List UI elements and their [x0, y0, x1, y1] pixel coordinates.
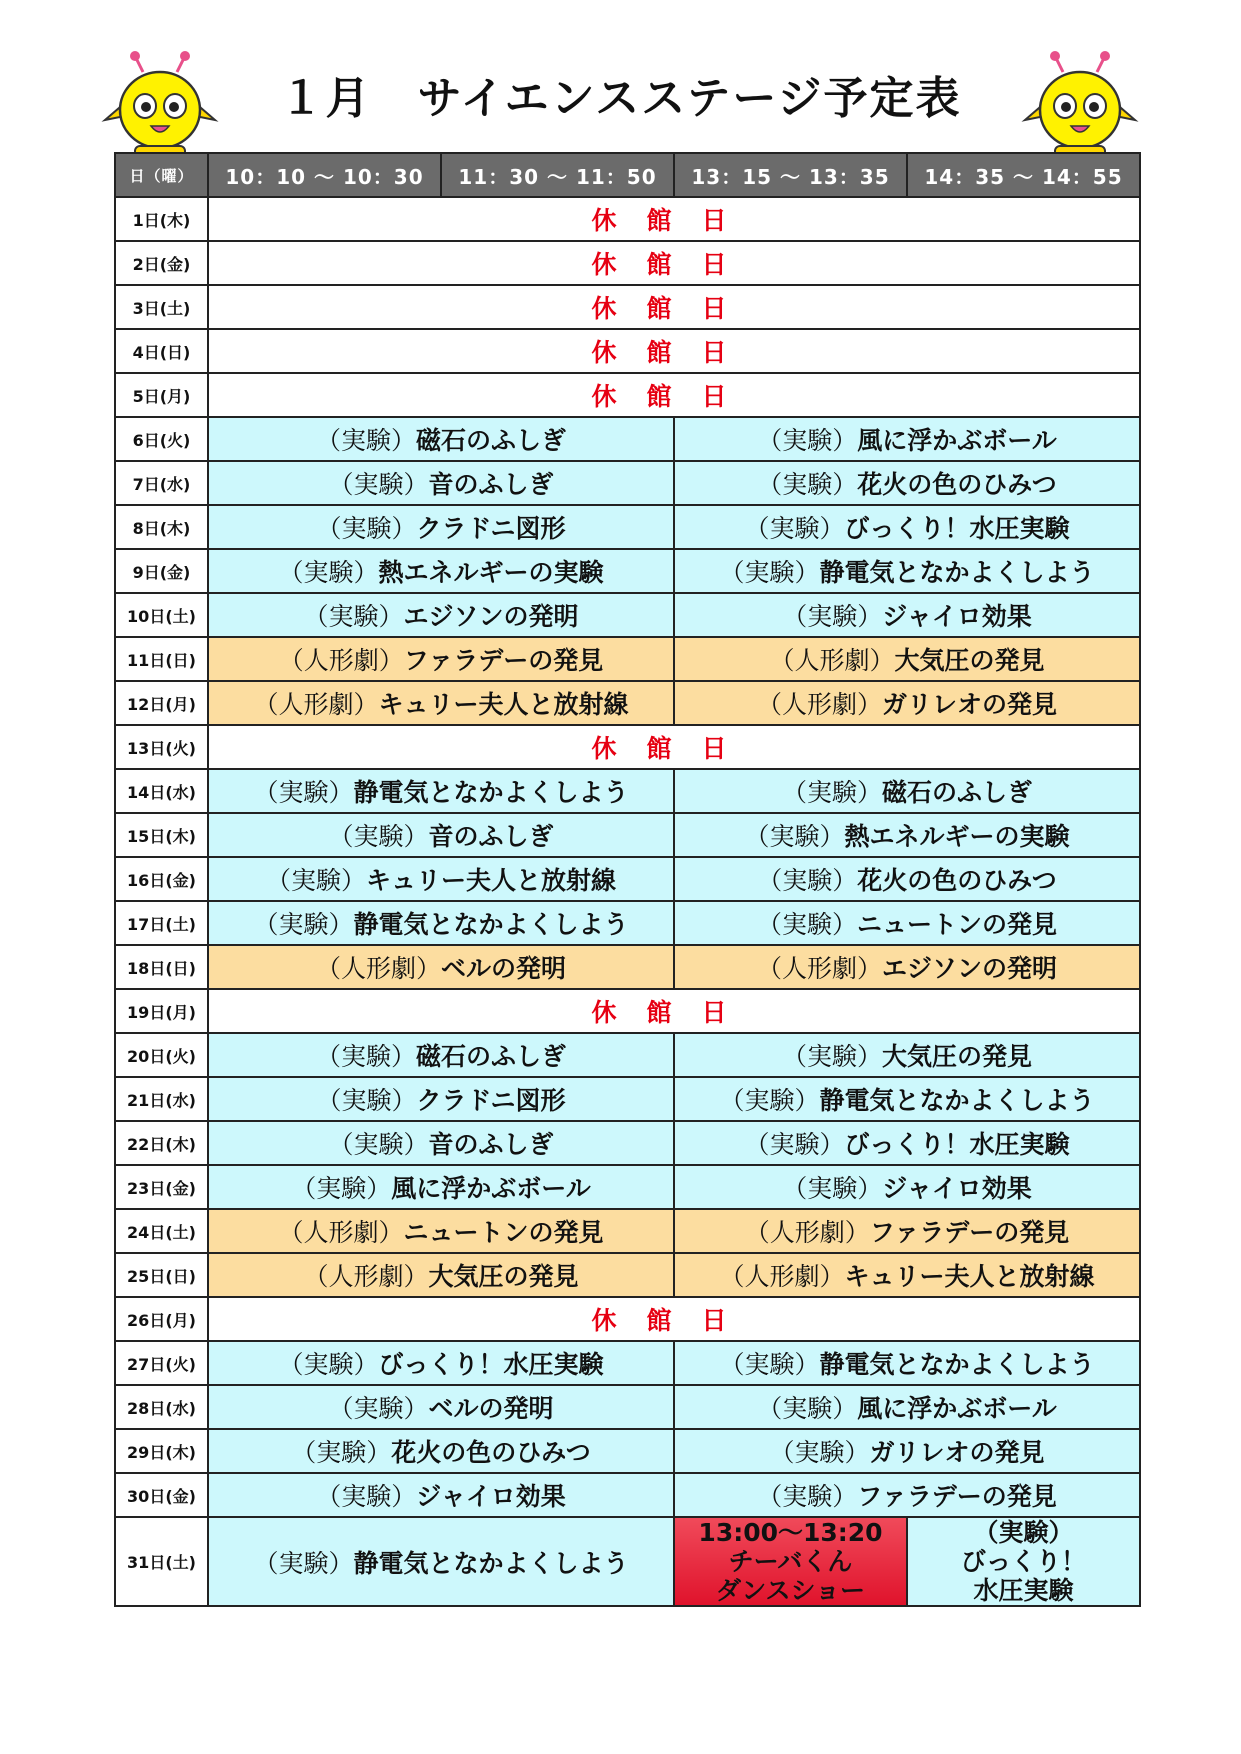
- table-row: [115, 1385, 1140, 1429]
- event-category: （実験）: [973, 1518, 1074, 1547]
- table-row: [115, 329, 1140, 373]
- table-row: [115, 197, 1140, 241]
- event-title: 風に浮かぶボール: [857, 426, 1057, 455]
- event-category: （実験）: [253, 910, 354, 939]
- event-category: （実験）: [719, 558, 820, 587]
- event-category: （実験）: [328, 470, 429, 499]
- event-category: （実験）: [744, 1130, 845, 1159]
- day-cell: 26日(月): [115, 1297, 208, 1341]
- page-title: １月 サイエンスステージ予定表: [279, 73, 962, 124]
- day-cell: 17日(土): [115, 901, 208, 945]
- event-cell-left: [208, 1033, 674, 1077]
- table-row: [115, 1429, 1140, 1473]
- event-category: （実験）: [316, 1086, 417, 1115]
- event-title: ファラデーの発見: [403, 646, 604, 675]
- table-row: [115, 417, 1140, 461]
- event-category: （実験）: [719, 1350, 820, 1379]
- table-row: [115, 549, 1140, 593]
- event-cell-right: [674, 681, 1140, 725]
- table-row: [115, 989, 1140, 1033]
- event-cell-right: [674, 1077, 1140, 1121]
- table-row: [115, 857, 1140, 901]
- day-cell: 16日(金): [115, 857, 208, 901]
- event-title: クラドニ図形: [416, 514, 566, 543]
- event-category: （実験）: [782, 1174, 883, 1203]
- event-cell-right: [674, 549, 1140, 593]
- event-category: （人形劇）: [315, 954, 441, 983]
- header-time-4: 14：35 ～ 14：55: [907, 153, 1140, 197]
- day-cell: 21日(水): [115, 1077, 208, 1121]
- event-category: （実験）: [291, 1438, 392, 1467]
- event-title: エジソンの発明: [403, 602, 579, 631]
- event-title: キュリー夫人と放射線: [366, 866, 617, 895]
- table-row: [115, 1121, 1140, 1165]
- event-cell-right: [674, 417, 1140, 461]
- table-row: [115, 1033, 1140, 1077]
- table-row: [115, 1341, 1140, 1385]
- day-cell: 24日(土): [115, 1209, 208, 1253]
- event-cell-left: [208, 637, 674, 681]
- event-cell-right: [674, 1385, 1140, 1429]
- event-category: （実験）: [315, 426, 416, 455]
- dance-show-line1: チーバくん: [728, 1547, 853, 1576]
- event-category: （実験）: [328, 1394, 429, 1423]
- event-title: 熱エネルギーの実験: [378, 558, 604, 587]
- event-title: 風に浮かぶボール: [857, 1394, 1057, 1423]
- event-cell-left: [208, 1121, 674, 1165]
- event-title: ニュートンの発見: [403, 1218, 604, 1247]
- event-cell-right: [674, 813, 1140, 857]
- event-cell-right: [907, 1517, 1140, 1606]
- event-category: （実験）: [757, 1394, 858, 1423]
- table-row: [115, 373, 1140, 417]
- event-title: 花火の色のひみつ: [857, 470, 1057, 499]
- table-row: [115, 769, 1140, 813]
- event-category: （実験）: [303, 602, 404, 631]
- day-cell: 7日(水): [115, 461, 208, 505]
- table-row: [115, 945, 1140, 989]
- table-row: [115, 505, 1140, 549]
- event-title: 音のふしぎ: [428, 1130, 554, 1159]
- event-cell-left: [208, 461, 674, 505]
- event-category: （実験）: [757, 866, 858, 895]
- day-cell: 25日(日): [115, 1253, 208, 1297]
- event-title: 静電気となかよくしよう: [353, 910, 629, 939]
- day-cell: 12日(月): [115, 681, 208, 725]
- event-title: 音のふしぎ: [428, 470, 554, 499]
- event-title: びっくり！水圧実験: [378, 1350, 604, 1379]
- event-title: 大気圧の発見: [428, 1262, 579, 1291]
- event-title: ジャイロ効果: [882, 602, 1032, 631]
- schedule-body: [115, 197, 1140, 1606]
- table-row: [115, 241, 1140, 285]
- day-cell: 15日(木): [115, 813, 208, 857]
- dance-show-line2: ダンスショー: [715, 1576, 865, 1605]
- table-row: [115, 813, 1140, 857]
- event-title: 音のふしぎ: [428, 822, 554, 851]
- closed-cell: 休館日: [208, 725, 1140, 769]
- day-cell: 14日(水): [115, 769, 208, 813]
- event-title: 大気圧の発見: [882, 1042, 1033, 1071]
- event-title-line1: びっくり！: [960, 1547, 1086, 1576]
- schedule-table: [114, 152, 1141, 1607]
- event-title: 大気圧の発見: [894, 646, 1045, 675]
- event-title: 花火の色のひみつ: [391, 1438, 591, 1467]
- event-category: （人形劇）: [744, 1218, 870, 1247]
- event-title: ニュートンの発見: [857, 910, 1058, 939]
- day-cell: 6日(火): [115, 417, 208, 461]
- header-time-1: 10：10 ～ 10：30: [208, 153, 441, 197]
- day-cell: 1日(木): [115, 197, 208, 241]
- event-cell-left: [208, 1517, 674, 1606]
- table-row: [115, 1209, 1140, 1253]
- event-title-line2: 水圧実験: [973, 1576, 1074, 1605]
- event-category: （人形劇）: [719, 1262, 845, 1291]
- event-title: 花火の色のひみつ: [857, 866, 1057, 895]
- event-title: 磁石のふしぎ: [882, 778, 1033, 807]
- event-cell-left: [208, 681, 674, 725]
- event-cell-left: [208, 945, 674, 989]
- closed-cell: 休館日: [208, 373, 1140, 417]
- event-category: （人形劇）: [278, 646, 404, 675]
- day-cell: 13日(火): [115, 725, 208, 769]
- event-title: ガリレオの発見: [882, 690, 1058, 719]
- day-cell: 30日(金): [115, 1473, 208, 1517]
- event-cell-left: [208, 1209, 674, 1253]
- table-row: [115, 1473, 1140, 1517]
- event-cell-right: [674, 1341, 1140, 1385]
- header-day: 日（曜）: [115, 153, 208, 197]
- day-cell: 5日(月): [115, 373, 208, 417]
- table-row: [115, 725, 1140, 769]
- event-cell-left: [208, 1077, 674, 1121]
- day-cell: 29日(木): [115, 1429, 208, 1473]
- event-category: （実験）: [757, 1482, 858, 1511]
- event-title: ガリレオの発見: [869, 1438, 1045, 1467]
- day-cell: 31日(土): [115, 1517, 208, 1606]
- event-cell-right: [674, 769, 1140, 813]
- day-cell: 11日(日): [115, 637, 208, 681]
- event-title: びっくり！水圧実験: [844, 514, 1070, 543]
- header-row: [115, 153, 1140, 197]
- dance-show-cell: [674, 1517, 907, 1606]
- event-cell-right: [674, 1209, 1140, 1253]
- event-cell-left: [208, 1385, 674, 1429]
- event-cell-right: [674, 505, 1140, 549]
- closed-cell: 休館日: [208, 989, 1140, 1033]
- day-cell: 8日(木): [115, 505, 208, 549]
- event-category: （実験）: [756, 910, 857, 939]
- table-row: [115, 1253, 1140, 1297]
- event-category: （人形劇）: [253, 690, 379, 719]
- event-category: （実験）: [744, 514, 845, 543]
- event-title: 静電気となかよくしよう: [353, 778, 629, 807]
- event-title: 風に浮かぶボール: [391, 1174, 591, 1203]
- day-cell: 3日(土): [115, 285, 208, 329]
- day-cell: 20日(火): [115, 1033, 208, 1077]
- event-cell-left: [208, 593, 674, 637]
- table-row: [115, 461, 1140, 505]
- event-title: ジャイロ効果: [416, 1482, 566, 1511]
- event-title: 静電気となかよくしよう: [819, 1086, 1095, 1115]
- table-row: [115, 593, 1140, 637]
- event-category: （実験）: [781, 1042, 882, 1071]
- event-category: （実験）: [781, 778, 882, 807]
- event-cell-right: [674, 637, 1140, 681]
- event-category: （実験）: [265, 866, 366, 895]
- event-title: ベルの発明: [441, 954, 567, 983]
- table-row: [115, 637, 1140, 681]
- event-title: キュリー夫人と放射線: [378, 690, 629, 719]
- closed-cell: 休館日: [208, 329, 1140, 373]
- event-category: （人形劇）: [756, 690, 882, 719]
- event-cell-right: [674, 593, 1140, 637]
- event-category: （実験）: [757, 426, 858, 455]
- event-title: 磁石のふしぎ: [416, 1042, 567, 1071]
- event-category: （人形劇）: [769, 646, 895, 675]
- table-row: [115, 1297, 1140, 1341]
- closed-cell: 休館日: [208, 241, 1140, 285]
- event-title: ファラデーの発見: [869, 1218, 1070, 1247]
- event-title: クラドニ図形: [416, 1086, 566, 1115]
- day-cell: 9日(金): [115, 549, 208, 593]
- event-cell-left: [208, 1253, 674, 1297]
- event-title: ジャイロ効果: [882, 1174, 1032, 1203]
- event-cell-left: [208, 901, 674, 945]
- day-cell: 27日(火): [115, 1341, 208, 1385]
- event-cell-right: [674, 901, 1140, 945]
- event-category: （実験）: [769, 1438, 870, 1467]
- event-title: ファラデーの発見: [857, 1482, 1057, 1511]
- event-cell-right: [674, 1033, 1140, 1077]
- event-title: 静電気となかよくしよう: [353, 1548, 629, 1578]
- event-title: 熱エネルギーの実験: [844, 822, 1070, 851]
- event-category: （人形劇）: [756, 954, 882, 983]
- event-cell-left: [208, 769, 674, 813]
- closed-cell: 休館日: [208, 197, 1140, 241]
- event-category: （実験）: [328, 822, 429, 851]
- event-category: （人形劇）: [278, 1218, 404, 1247]
- event-category: （実験）: [315, 1042, 416, 1071]
- event-title: 磁石のふしぎ: [416, 426, 567, 455]
- header-time-2: 11：30 ～ 11：50: [441, 153, 674, 197]
- event-cell-left: [208, 857, 674, 901]
- event-cell-left: [208, 505, 674, 549]
- event-title: ベルの発明: [428, 1394, 554, 1423]
- table-row: [115, 1517, 1140, 1606]
- event-title: 静電気となかよくしよう: [819, 1350, 1095, 1379]
- event-title: エジソンの発明: [882, 954, 1058, 983]
- day-cell: 10日(土): [115, 593, 208, 637]
- event-title: 静電気となかよくしよう: [819, 558, 1095, 587]
- closed-cell: 休館日: [208, 1297, 1140, 1341]
- event-category: （実験）: [316, 1482, 417, 1511]
- day-cell: 28日(水): [115, 1385, 208, 1429]
- day-cell: 18日(日): [115, 945, 208, 989]
- event-cell-left: [208, 549, 674, 593]
- day-cell: 22日(木): [115, 1121, 208, 1165]
- event-cell-right: [674, 945, 1140, 989]
- event-category: （実験）: [782, 602, 883, 631]
- event-category: （実験）: [744, 822, 845, 851]
- event-category: （実験）: [328, 1130, 429, 1159]
- event-cell-left: [208, 813, 674, 857]
- header-time-3: 13：15 ～ 13：35: [674, 153, 907, 197]
- event-cell-right: [674, 1429, 1140, 1473]
- event-title: キュリー夫人と放射線: [844, 1262, 1095, 1291]
- table-row: [115, 1077, 1140, 1121]
- table-row: [115, 1165, 1140, 1209]
- table-row: [115, 681, 1140, 725]
- day-cell: 19日(月): [115, 989, 208, 1033]
- table-row: [115, 285, 1140, 329]
- event-cell-right: [674, 857, 1140, 901]
- event-cell-left: [208, 1341, 674, 1385]
- dance-show-time: 13:00～13:20: [698, 1518, 883, 1547]
- event-category: （実験）: [291, 1174, 392, 1203]
- event-category: （実験）: [278, 1350, 379, 1379]
- event-cell-right: [674, 1473, 1140, 1517]
- event-cell-left: [208, 1165, 674, 1209]
- event-category: （実験）: [278, 558, 379, 587]
- event-cell-right: [674, 1253, 1140, 1297]
- event-cell-right: [674, 461, 1140, 505]
- event-cell-right: [674, 1165, 1140, 1209]
- event-title: びっくり！水圧実験: [844, 1130, 1070, 1159]
- event-cell-left: [208, 1429, 674, 1473]
- event-category: （実験）: [719, 1086, 820, 1115]
- event-cell-left: [208, 1473, 674, 1517]
- event-category: （実験）: [316, 514, 417, 543]
- event-cell-left: [208, 417, 674, 461]
- event-category: （実験）: [757, 470, 858, 499]
- event-category: （人形劇）: [303, 1262, 429, 1291]
- closed-cell: 休館日: [208, 285, 1140, 329]
- event-category: （実験）: [253, 778, 354, 807]
- table-row: [115, 901, 1140, 945]
- day-cell: 2日(金): [115, 241, 208, 285]
- day-cell: 23日(金): [115, 1165, 208, 1209]
- event-category: （実験）: [253, 1548, 354, 1578]
- day-cell: 4日(日): [115, 329, 208, 373]
- event-cell-right: [674, 1121, 1140, 1165]
